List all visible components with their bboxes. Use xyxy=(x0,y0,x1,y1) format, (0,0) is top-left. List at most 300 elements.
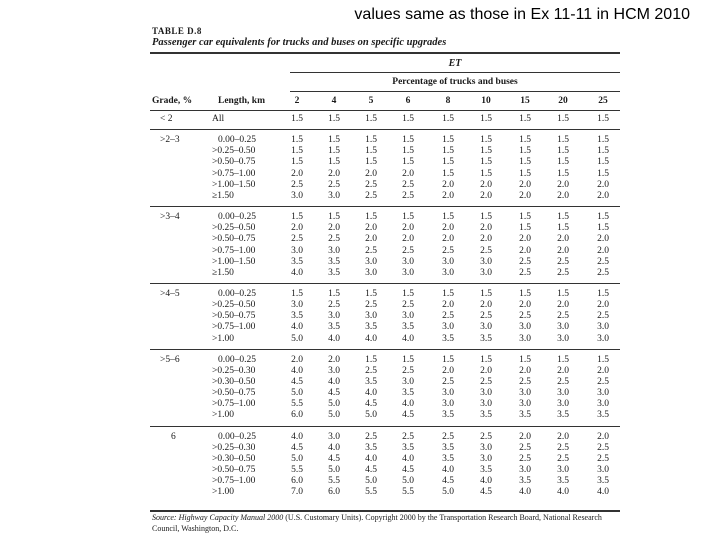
pce-value: 2.5 xyxy=(402,179,414,190)
percentage-header: Percentage of trucks and buses xyxy=(392,77,518,87)
pce-value: 1.5 xyxy=(365,114,377,124)
pce-value: 3.0 xyxy=(480,453,492,464)
pce-value: 2.5 xyxy=(557,311,569,322)
pce-value: 2.5 xyxy=(365,245,377,256)
pce-value: 5.0 xyxy=(442,487,454,498)
pce-value: 3.0 xyxy=(328,190,340,201)
pce-value: 1.5 xyxy=(557,157,569,168)
source-text: (U.S. Customary Units). Copyright 2000 by the Transportation Research Board, National Research Council, Washington, D.C. xyxy=(152,513,602,533)
length-label: >0.75–1.00 xyxy=(212,476,256,487)
pce-value: 1.5 xyxy=(402,114,414,124)
pce-value: 2.0 xyxy=(480,365,492,376)
pce-value: 4.0 xyxy=(328,377,340,387)
pce-value: 3.0 xyxy=(402,377,414,387)
pce-value: 1.5 xyxy=(328,212,340,223)
pce-value: 4.0 xyxy=(291,267,303,278)
pce-value: 2.5 xyxy=(557,267,569,278)
pce-value: 3.0 xyxy=(519,388,531,399)
pce-value: 1.5 xyxy=(597,114,609,124)
pce-value: 2.5 xyxy=(597,442,609,453)
pce-value: 2.5 xyxy=(365,179,377,190)
pce-value: 2.5 xyxy=(519,453,531,464)
pce-value: 1.5 xyxy=(519,354,531,365)
length-column-header: Length, km xyxy=(218,96,265,106)
pce-value: 3.5 xyxy=(480,333,492,344)
et-rule xyxy=(290,72,620,73)
length-label: >0.75–1.00 xyxy=(212,399,256,410)
pce-value: 2.0 xyxy=(442,300,454,311)
pce-value: 3.0 xyxy=(291,300,303,311)
pce-value: 1.5 xyxy=(328,157,340,168)
pce-value: 4.0 xyxy=(442,465,454,476)
pce-value: 1.5 xyxy=(597,288,609,299)
length-label: >1.00–1.50 xyxy=(212,256,256,267)
pce-value: 2.5 xyxy=(557,442,569,453)
length-label: 0.00–0.25 xyxy=(218,431,256,442)
pce-value: 2.5 xyxy=(557,377,569,387)
pce-value: 2.0 xyxy=(597,245,609,256)
pce-value: 2.5 xyxy=(480,431,492,442)
pce-value: 3.5 xyxy=(442,442,454,453)
pce-value: 2.5 xyxy=(402,245,414,256)
length-label: >0.50–0.75 xyxy=(212,311,256,322)
pce-value: 2.5 xyxy=(402,190,414,201)
pce-value: 5.5 xyxy=(291,465,303,476)
pce-value: 2.0 xyxy=(291,223,303,234)
pce-value: 2.0 xyxy=(557,431,569,442)
pce-value: 4.5 xyxy=(402,465,414,476)
pce-value: 1.5 xyxy=(519,168,531,179)
length-label: >0.50–0.75 xyxy=(212,157,256,168)
percentage-rule xyxy=(290,91,620,92)
pce-value: 4.0 xyxy=(519,487,531,498)
pce-value: 2.0 xyxy=(597,179,609,190)
pce-value: 4.0 xyxy=(402,333,414,344)
group-divider xyxy=(150,283,620,284)
pce-value: 1.5 xyxy=(365,354,377,365)
pce-value: 4.0 xyxy=(291,322,303,333)
length-label: >0.25–0.50 xyxy=(212,146,256,157)
pce-value: 2.0 xyxy=(597,365,609,376)
pce-value: 1.5 xyxy=(480,146,492,157)
pce-value: 4.0 xyxy=(365,453,377,464)
pce-value: 1.5 xyxy=(480,354,492,365)
pce-value: 2.5 xyxy=(557,453,569,464)
pce-value: 3.5 xyxy=(402,322,414,333)
source-title: Highway Capacity Manual 2000 xyxy=(178,513,284,522)
percentage-header-2: 2 xyxy=(294,96,300,106)
pce-value: 3.5 xyxy=(291,256,303,267)
pce-value: 3.0 xyxy=(402,311,414,322)
pce-value: 6.0 xyxy=(291,410,303,421)
pce-value: 1.5 xyxy=(480,135,492,146)
pce-value: 4.0 xyxy=(365,333,377,344)
pce-value: 1.5 xyxy=(557,288,569,299)
percentage-header-4: 4 xyxy=(331,96,337,106)
pce-value: 1.5 xyxy=(557,354,569,365)
pce-value: 2.5 xyxy=(557,256,569,267)
pce-value: 1.5 xyxy=(480,114,492,124)
pce-value: 3.0 xyxy=(365,256,377,267)
pce-value: 1.5 xyxy=(597,135,609,146)
pce-value: 3.0 xyxy=(557,399,569,410)
pce-value: 3.0 xyxy=(328,431,340,442)
pce-value: 3.5 xyxy=(365,442,377,453)
pce-value: 2.0 xyxy=(519,245,531,256)
pce-value: 2.0 xyxy=(597,234,609,245)
percentage-header-5: 5 xyxy=(368,96,374,106)
source-prefix: Source: xyxy=(152,513,177,522)
pce-value: 1.5 xyxy=(291,135,303,146)
pce-value: 1.5 xyxy=(519,135,531,146)
pce-value: 4.5 xyxy=(365,399,377,410)
pce-value: 4.5 xyxy=(442,476,454,487)
pce-value: 1.5 xyxy=(442,288,454,299)
percentage-header-8: 8 xyxy=(445,96,451,106)
pce-value: 1.5 xyxy=(402,212,414,223)
pce-value: 3.0 xyxy=(442,322,454,333)
pce-value: 5.0 xyxy=(365,410,377,421)
pce-value: 1.5 xyxy=(597,354,609,365)
pce-value: 1.5 xyxy=(291,157,303,168)
pce-value: 1.5 xyxy=(597,223,609,234)
pce-value: 4.5 xyxy=(402,410,414,421)
pce-value: 4.5 xyxy=(291,442,303,453)
pce-value: 2.5 xyxy=(328,300,340,311)
pce-value: 1.5 xyxy=(519,223,531,234)
pce-value: 2.5 xyxy=(328,179,340,190)
pce-value: 3.0 xyxy=(597,322,609,333)
pce-value: 1.5 xyxy=(442,168,454,179)
group-divider xyxy=(150,426,620,427)
length-label: ≥1.50 xyxy=(212,190,234,201)
pce-value: 4.0 xyxy=(328,333,340,344)
pce-value: 1.5 xyxy=(557,168,569,179)
pce-value: 1.5 xyxy=(442,114,454,124)
pce-value: 2.0 xyxy=(291,168,303,179)
pce-value: 2.5 xyxy=(365,365,377,376)
pce-value: 2.5 xyxy=(291,179,303,190)
pce-value: 1.5 xyxy=(597,168,609,179)
pce-value: 2.0 xyxy=(480,300,492,311)
pce-value: 3.0 xyxy=(480,399,492,410)
grade-label: 6 xyxy=(171,431,176,442)
pce-value: 3.0 xyxy=(597,465,609,476)
pce-value: 3.5 xyxy=(597,476,609,487)
length-label: >0.30–0.50 xyxy=(212,453,256,464)
pce-value: 3.0 xyxy=(519,465,531,476)
length-label: >0.50–0.75 xyxy=(212,465,256,476)
pce-value: 1.5 xyxy=(365,288,377,299)
pce-value: 3.0 xyxy=(557,388,569,399)
bottom-rule xyxy=(150,510,620,512)
pce-value: 1.5 xyxy=(597,146,609,157)
pce-value: 2.0 xyxy=(442,190,454,201)
grade-label: >4–5 xyxy=(160,288,180,299)
pce-value: 3.0 xyxy=(402,267,414,278)
pce-value: 3.0 xyxy=(519,333,531,344)
pce-value: 4.0 xyxy=(291,365,303,376)
pce-value: 1.5 xyxy=(328,288,340,299)
pce-value: 4.0 xyxy=(480,476,492,487)
pce-value: 5.0 xyxy=(328,465,340,476)
percentage-header-10: 10 xyxy=(481,96,491,106)
pce-value: 1.5 xyxy=(402,354,414,365)
pce-value: 1.5 xyxy=(442,157,454,168)
pce-value: 1.5 xyxy=(597,212,609,223)
pce-value: 2.0 xyxy=(557,300,569,311)
pce-value: 2.5 xyxy=(328,234,340,245)
pce-value: 1.5 xyxy=(557,146,569,157)
length-label: >1.00–1.50 xyxy=(212,179,256,190)
pce-value: 3.0 xyxy=(557,465,569,476)
pce-value: 2.5 xyxy=(597,311,609,322)
pce-value: 3.0 xyxy=(365,311,377,322)
pce-value: 3.5 xyxy=(597,410,609,421)
pce-value: 3.5 xyxy=(402,388,414,399)
pce-value: 2.0 xyxy=(365,223,377,234)
pce-value: 3.0 xyxy=(480,442,492,453)
pce-value: 2.0 xyxy=(597,190,609,201)
pce-value: 4.5 xyxy=(328,453,340,464)
pce-value: 2.0 xyxy=(328,168,340,179)
pce-value: 5.5 xyxy=(291,399,303,410)
pce-value: 2.0 xyxy=(519,234,531,245)
length-label: 0.00–0.25 xyxy=(218,212,256,223)
pce-value: 2.0 xyxy=(480,190,492,201)
pce-value: 2.5 xyxy=(402,365,414,376)
pce-value: 1.5 xyxy=(480,212,492,223)
pce-value: 3.0 xyxy=(442,256,454,267)
pce-value: 2.0 xyxy=(519,365,531,376)
pce-value: 1.5 xyxy=(365,135,377,146)
pce-value: 5.5 xyxy=(328,476,340,487)
pce-value: 3.0 xyxy=(365,267,377,278)
grade-column-header: Grade, % xyxy=(152,96,193,106)
group-divider xyxy=(150,129,620,130)
pce-value: 5.0 xyxy=(402,476,414,487)
pce-value: 3.0 xyxy=(328,365,340,376)
pce-value: 1.5 xyxy=(291,288,303,299)
pce-value: 3.0 xyxy=(442,399,454,410)
pce-value: 3.5 xyxy=(442,410,454,421)
pce-value: 3.0 xyxy=(597,333,609,344)
pce-value: 2.5 xyxy=(442,377,454,387)
pce-value: 2.5 xyxy=(519,256,531,267)
pce-value: 5.0 xyxy=(291,333,303,344)
pce-value: 1.5 xyxy=(480,288,492,299)
length-label: >0.75–1.00 xyxy=(212,168,256,179)
grade-label: >2–3 xyxy=(160,135,180,146)
pce-value: 3.5 xyxy=(328,267,340,278)
pce-value: 3.5 xyxy=(328,322,340,333)
pce-value: 5.0 xyxy=(328,399,340,410)
pce-value: 2.0 xyxy=(557,190,569,201)
pce-value: 2.5 xyxy=(365,190,377,201)
pce-value: 3.0 xyxy=(291,190,303,201)
length-label: 0.00–0.25 xyxy=(218,135,256,146)
pce-value: 3.0 xyxy=(328,311,340,322)
pce-value: 1.5 xyxy=(402,288,414,299)
pce-value: 4.5 xyxy=(328,388,340,399)
pce-value: 4.0 xyxy=(557,487,569,498)
top-rule xyxy=(150,52,620,54)
pce-value: 2.0 xyxy=(402,168,414,179)
pce-value: 4.0 xyxy=(365,388,377,399)
pce-value: 1.5 xyxy=(291,114,303,124)
length-label: >0.50–0.75 xyxy=(212,388,256,399)
pce-value: 5.0 xyxy=(291,453,303,464)
et-header: ET xyxy=(448,58,462,69)
length-label: >0.25–0.30 xyxy=(212,365,256,376)
pce-value: 3.5 xyxy=(402,442,414,453)
pce-value: 2.5 xyxy=(480,377,492,387)
pce-value: 3.5 xyxy=(557,476,569,487)
pce-value: 2.0 xyxy=(402,223,414,234)
pce-value: 3.5 xyxy=(480,410,492,421)
pce-value: 2.0 xyxy=(328,354,340,365)
pce-value: 1.5 xyxy=(365,212,377,223)
pce-value: 3.0 xyxy=(557,333,569,344)
pce-value: 1.5 xyxy=(328,146,340,157)
pce-value: 1.5 xyxy=(442,146,454,157)
pce-value: 2.0 xyxy=(519,190,531,201)
pce-value: 5.0 xyxy=(291,388,303,399)
pce-value: 3.0 xyxy=(291,245,303,256)
pce-value: 2.5 xyxy=(519,442,531,453)
pce-value: 4.0 xyxy=(291,431,303,442)
pce-value: 1.5 xyxy=(480,168,492,179)
pce-value: 4.0 xyxy=(402,453,414,464)
grade-label: < 2 xyxy=(160,114,173,124)
pce-value: 4.5 xyxy=(365,465,377,476)
pce-value: 5.5 xyxy=(365,487,377,498)
pce-value: 4.0 xyxy=(597,487,609,498)
table-label: TABLE D.8 xyxy=(152,26,202,36)
pce-value: 1.5 xyxy=(557,212,569,223)
pce-value: 2.5 xyxy=(597,377,609,387)
pce-value: 2.0 xyxy=(365,234,377,245)
pce-value: 5.0 xyxy=(365,476,377,487)
pce-value: 3.5 xyxy=(519,410,531,421)
pce-value: 3.5 xyxy=(365,322,377,333)
pce-value: 2.0 xyxy=(519,431,531,442)
pce-value: 1.5 xyxy=(519,146,531,157)
pce-value: 1.5 xyxy=(402,135,414,146)
pce-value: 2.5 xyxy=(519,267,531,278)
percentage-header-20: 20 xyxy=(558,96,568,106)
length-label: >1.00 xyxy=(212,333,234,344)
pce-value: 1.5 xyxy=(557,223,569,234)
pce-value: 1.5 xyxy=(402,146,414,157)
group-divider xyxy=(150,349,620,350)
group-divider xyxy=(150,206,620,207)
pce-value: 4.0 xyxy=(402,399,414,410)
pce-value: 2.5 xyxy=(365,300,377,311)
pce-value: 3.0 xyxy=(480,267,492,278)
length-label: 0.00–0.25 xyxy=(218,354,256,365)
pce-value: 3.5 xyxy=(328,256,340,267)
pce-value: 4.0 xyxy=(328,442,340,453)
pce-value: 1.5 xyxy=(519,288,531,299)
pce-value: 2.0 xyxy=(557,245,569,256)
pce-value: 1.5 xyxy=(480,157,492,168)
slide-caption: values same as those in Ex 11-11 in HCM 2010 xyxy=(354,6,690,23)
pce-value: 2.5 xyxy=(519,377,531,387)
length-label: >0.50–0.75 xyxy=(212,234,256,245)
pce-value: 2.0 xyxy=(442,179,454,190)
pce-value: 2.0 xyxy=(557,179,569,190)
pce-value: 4.5 xyxy=(291,377,303,387)
length-label: >1.00 xyxy=(212,487,234,498)
pce-value: 3.5 xyxy=(442,453,454,464)
pce-value: 1.5 xyxy=(328,114,340,124)
pce-value: 2.5 xyxy=(442,245,454,256)
pce-value: 1.5 xyxy=(519,212,531,223)
pce-value: 3.0 xyxy=(328,245,340,256)
pce-value: 3.0 xyxy=(597,388,609,399)
length-label: >0.25–0.50 xyxy=(212,223,256,234)
pce-value: 2.5 xyxy=(365,431,377,442)
pce-value: 2.0 xyxy=(597,300,609,311)
length-label: >0.25–0.30 xyxy=(212,442,256,453)
pce-value: 1.5 xyxy=(519,157,531,168)
length-label: >0.75–1.00 xyxy=(212,322,256,333)
pce-value: 4.5 xyxy=(480,487,492,498)
pce-value: 2.0 xyxy=(442,223,454,234)
pce-value: 1.5 xyxy=(442,212,454,223)
pce-value: 6.0 xyxy=(291,476,303,487)
pce-value: 3.5 xyxy=(291,311,303,322)
pce-value: 3.0 xyxy=(519,399,531,410)
length-label: >0.30–0.50 xyxy=(212,377,256,387)
pce-value: 5.5 xyxy=(402,487,414,498)
pce-value: 7.0 xyxy=(291,487,303,498)
pce-value: 2.5 xyxy=(480,245,492,256)
table-source xyxy=(152,513,622,534)
pce-value: 2.0 xyxy=(291,354,303,365)
pce-value: 1.5 xyxy=(291,146,303,157)
pce-value: 3.5 xyxy=(557,410,569,421)
pce-value: 2.0 xyxy=(328,223,340,234)
pce-value: 1.5 xyxy=(291,212,303,223)
pce-value: 3.0 xyxy=(442,388,454,399)
pce-value: 2.0 xyxy=(402,234,414,245)
length-label: >0.75–1.00 xyxy=(212,245,256,256)
pce-value: 2.0 xyxy=(519,300,531,311)
pce-value: 2.5 xyxy=(597,256,609,267)
pce-value: 3.0 xyxy=(557,322,569,333)
percentage-header-15: 15 xyxy=(520,96,530,106)
percentage-header-6: 6 xyxy=(405,96,411,106)
pce-value: 2.0 xyxy=(519,179,531,190)
pce-value: 3.0 xyxy=(597,399,609,410)
pce-value: 3.5 xyxy=(442,333,454,344)
percentage-header-25: 25 xyxy=(598,96,608,106)
pce-value: 2.5 xyxy=(597,267,609,278)
length-label: 0.00–0.25 xyxy=(218,288,256,299)
pce-value: 1.5 xyxy=(557,114,569,124)
pce-value: 1.5 xyxy=(365,146,377,157)
pce-value: 2.5 xyxy=(442,431,454,442)
pce-value: 3.0 xyxy=(402,256,414,267)
pce-value: 2.5 xyxy=(519,311,531,322)
grade-label: >5–6 xyxy=(160,354,180,365)
grade-label: >3–4 xyxy=(160,212,180,223)
pce-value: 2.0 xyxy=(480,179,492,190)
pce-value: 1.5 xyxy=(328,135,340,146)
pce-value: 2.5 xyxy=(442,311,454,322)
